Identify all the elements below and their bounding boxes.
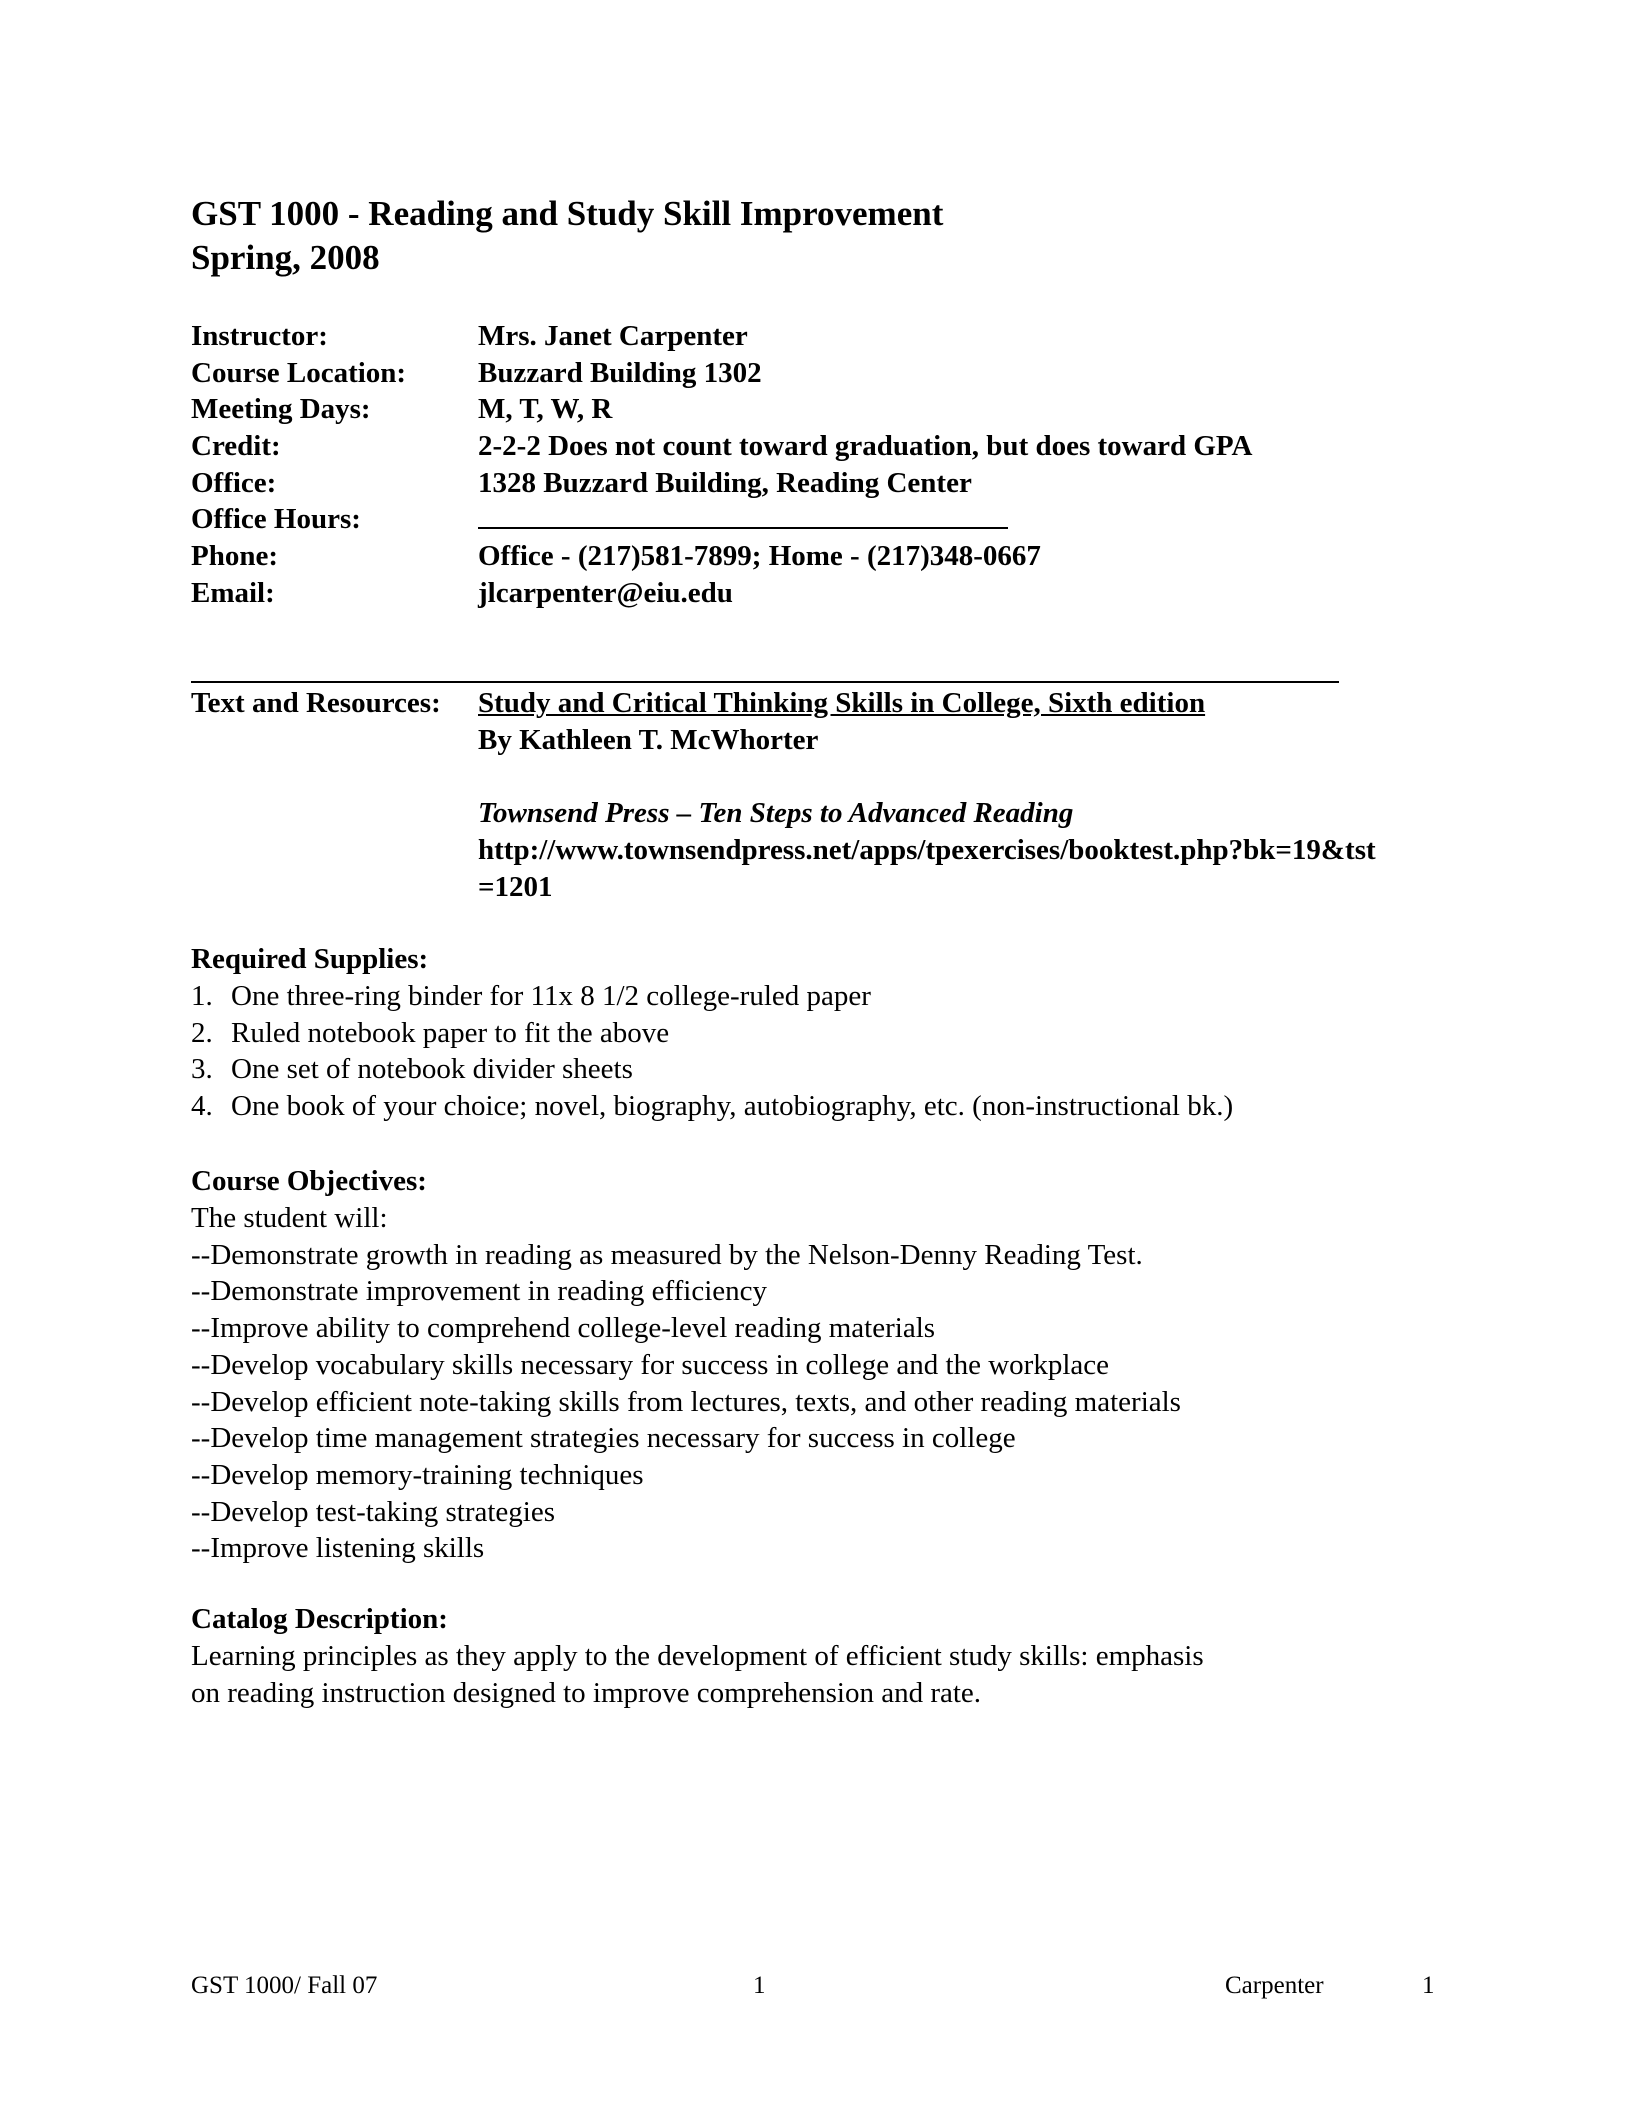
objective-item: --Develop efficient note-taking skills from lectures, texts, and other reading materials — [191, 1385, 1181, 1418]
info-label: Office: — [191, 466, 277, 499]
section-heading: Catalog Description: — [191, 1603, 448, 1635]
info-label: Office Hours: — [191, 503, 361, 536]
info-value: M, T, W, R — [478, 393, 613, 426]
item-text: Ruled notebook paper to fit the above — [231, 1016, 670, 1049]
list-item — [191, 1051, 1441, 1088]
list-item — [191, 1015, 1441, 1052]
objective-item: --Develop time management strategies necessary for success in college — [191, 1422, 1016, 1455]
info-value: 2-2-2 Does not count toward graduation, but does toward GPA — [478, 429, 1253, 462]
spacer — [478, 759, 1478, 795]
email-value: jlcarpenter@eiu.edu — [478, 576, 733, 609]
info-label: Instructor: — [191, 319, 328, 352]
page-footer — [0, 1972, 1640, 2006]
resource-url-line-1: http://www.townsendpress.net/apps/tpexercises/booktest.php?bk=19&tst — [478, 834, 1376, 866]
info-value: Buzzard Building 1302 — [478, 356, 762, 389]
catalog-text-line: Learning principles as they apply to the development of efficient study skills: emphasis — [191, 1640, 1204, 1672]
resources-label: Text and Resources: — [191, 687, 441, 719]
info-row-email — [191, 575, 1451, 612]
footer-page-number-right: 1 — [1422, 1972, 1435, 1999]
course-title: GST 1000 - Reading and Study Skill Improvement — [191, 194, 944, 233]
book-author: By Kathleen T. McWhorter — [478, 724, 819, 756]
document-title — [191, 192, 943, 280]
item-text: One three-ring binder for 11x 8 1/2 college-ruled paper — [231, 980, 871, 1012]
info-value: Mrs. Janet Carpenter — [478, 319, 748, 352]
list-item — [191, 978, 1441, 1015]
footer-page-number: 1 — [753, 1972, 766, 1999]
item-number: 4. — [191, 1090, 213, 1123]
book-title: Study and Critical Thinking Skills in College, Sixth edition — [478, 687, 1206, 719]
info-label: Email: — [191, 576, 275, 609]
section-heading: Course Objectives: — [191, 1165, 427, 1197]
info-label: Phone: — [191, 539, 278, 572]
objective-item: --Develop vocabulary skills necessary for success in college and the workplace — [191, 1348, 1109, 1381]
second-resource: Townsend Press – Ten Steps to Advanced Reading — [478, 797, 1074, 829]
info-label: Credit: — [191, 429, 281, 462]
item-text: One set of notebook divider sheets — [231, 1053, 633, 1086]
supplies-list — [191, 978, 1441, 1125]
horizontal-divider — [191, 681, 1339, 683]
list-item — [191, 1088, 1441, 1125]
info-row-meeting-days — [191, 391, 1451, 428]
term: Spring, 2008 — [191, 238, 380, 277]
info-row-office — [191, 465, 1451, 502]
objective-item: --Improve ability to comprehend college-level reading materials — [191, 1312, 936, 1345]
info-row-instructor — [191, 318, 1451, 355]
item-text: One book of your choice; novel, biography, autobiography, etc. (non-instructional bk.) — [231, 1090, 1234, 1123]
info-label: Course Location: — [191, 356, 407, 389]
objective-item: --Demonstrate improvement in reading efficiency — [191, 1275, 768, 1308]
resources-row — [191, 685, 1491, 906]
office-hours-blank — [478, 503, 1008, 537]
catalog-text-line: on reading instruction designed to improve comprehension and rate. — [191, 1676, 982, 1709]
required-supplies-section — [191, 941, 1441, 1125]
info-row-credit — [191, 428, 1451, 465]
info-row-location — [191, 355, 1451, 392]
item-number: 3. — [191, 1053, 213, 1086]
item-number: 2. — [191, 1016, 213, 1049]
resources-body — [478, 685, 1478, 906]
objective-item: --Develop memory-training techniques — [191, 1458, 644, 1491]
objective-item: --Demonstrate growth in reading as measured by the Nelson-Denny Reading Test. — [191, 1238, 1143, 1271]
text-and-resources — [191, 685, 1491, 906]
footer-author: Carpenter — [1225, 1972, 1324, 1999]
info-value: Office - (217)581-7899; Home - (217)348-0667 — [478, 539, 1041, 572]
info-row-office-hours — [191, 501, 1451, 538]
footer-course: GST 1000/ Fall 07 — [191, 1972, 378, 1999]
course-info-table — [191, 318, 1451, 612]
info-label: Meeting Days: — [191, 393, 371, 426]
objective-item: --Develop test-taking strategies — [191, 1495, 555, 1528]
catalog-description-section — [191, 1601, 1441, 1711]
resource-url-line-2: =1201 — [478, 871, 553, 903]
objective-item: --Improve listening skills — [191, 1532, 485, 1565]
info-value: 1328 Buzzard Building, Reading Center — [478, 466, 972, 499]
objectives-intro: The student will: — [191, 1202, 388, 1234]
item-number: 1. — [191, 980, 213, 1012]
course-objectives-section — [191, 1163, 1441, 1567]
section-heading: Required Supplies: — [191, 943, 429, 975]
blank-underline — [478, 507, 1008, 529]
info-row-phone — [191, 538, 1451, 575]
